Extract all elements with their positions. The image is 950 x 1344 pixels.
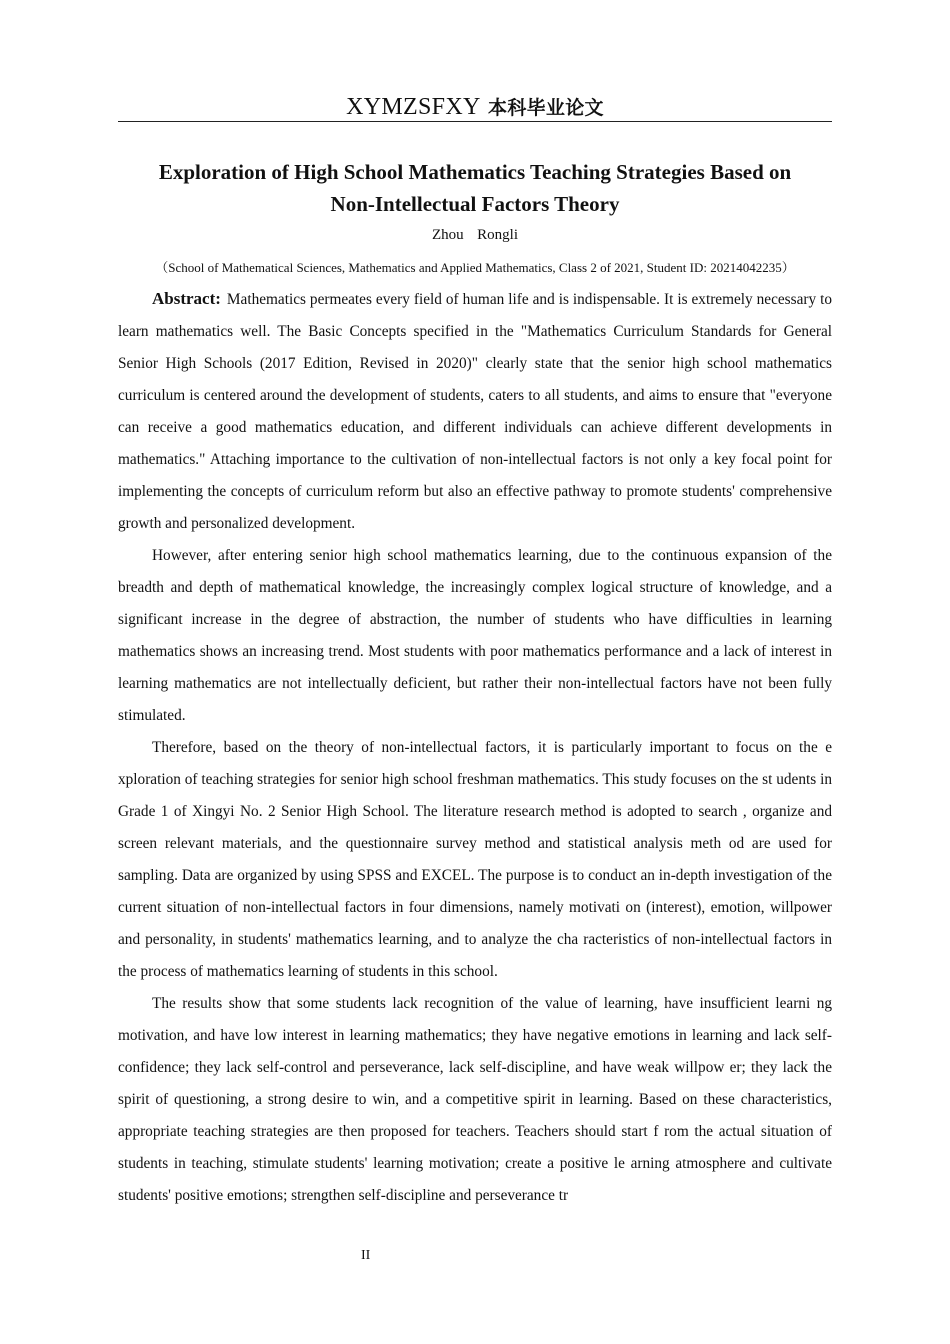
abstract-paragraph-3: Therefore, based on the theory of non-intellectual factors, it is particularly important to focus on the e xploration of teaching strategies for senior high school freshman mathematics. This study focuses on the st udents in Grade 1 of Xingyi No. 2 Senior High School. The literature research method is adopted to search , organize and screen relevant materials, and the questionnaire survey method and statistical analysis meth od are used for sampling. Data are organized by using SPSS and EXCEL. The purpose is to conduct an in-depth investigation of the current situation of non-intellectual factors in four dimensions, namely motivati on (interest), emotion, willpower and personality, in students' mathematics learning, and to analyze the cha racteristics of non-intellectual factors in the process of mathematics learning of students in this school. bbox=[118, 739, 832, 980]
abstract-paragraph-1 bbox=[118, 283, 832, 540]
author-affiliation: （School of Mathematical Sciences, Mathematics and Applied Mathematics, Class 2 of 2021, Student ID: 20214042235） bbox=[155, 260, 795, 275]
header-rule bbox=[118, 121, 832, 122]
abstract-paragraph-1-text: Mathematics permeates every field of human life and is indispensable. It is extremely necessary to learn mathematics well. The Basic Concepts specified in the "Mathematics Curriculum Standards for General Senior High Schools (2017 Edition, Revised in 2020)" clearly state that the senior high school mathematics curriculum is centered around the development of students, caters to all students, and aims to ensure that "everyone can receive a good mathematics education, and different individuals can achieve different developments in mathematics." Attaching importance to the cultivation of non-intellectual factors is not only a key focal point for implementing the concepts of curriculum reform but also an effective pathway to promote students' comprehensive growth and personalized development. bbox=[118, 291, 832, 532]
abstract-paragraph-4: The results show that some students lack recognition of the value of learning, have insufficient learni ng motivation, and have low interest in learning mathematics; they have negative emotions in learning and lack self-confidence; they lack self-control and perseverance, lack self-discipline, and have weak willpow er; they lack the spirit of questioning, a strong desire to win, and a competitive spirit in learning. Based on these characteristics, appropriate teaching strategies are then proposed for teachers. Teachers should start f rom the actual situation of students in teaching, stimulate students' learning motivation; create a positive le arning atmosphere and cultivate students' positive emotions; strengthen self-discipline and perseverance tr bbox=[118, 995, 832, 1204]
abstract-label: Abstract: bbox=[152, 289, 221, 308]
paper-title-line-1: Exploration of High School Mathematics Teaching Strategies Based on bbox=[158, 160, 792, 184]
abstract-paragraph-2: However, after entering senior high school mathematics learning, due to the continuous expansion of the breadth and depth of mathematical knowledge, the increasingly complex logical structure of knowledge, and a significant increase in the degree of abstraction, the number of students who have difficulties in learning mathematics shows an increasing trend. Most students with poor mathematics performance and a lack of interest in learning mathematics are not intellectually deficient, but rather their non-intellectual factors have not been fully stimulated. bbox=[118, 547, 832, 724]
header-title-latin: XYMZSFXY bbox=[346, 94, 480, 120]
abstract-body bbox=[118, 283, 832, 1212]
page-number: II bbox=[361, 1248, 371, 1263]
author-name: Zhou Rongli bbox=[431, 227, 518, 243]
running-header bbox=[118, 92, 832, 123]
paper-title-line-2: Non-Intellectual Factors Theory bbox=[330, 192, 620, 216]
header-title-chinese: 本科毕业论文 bbox=[488, 97, 604, 119]
paper-title bbox=[118, 156, 832, 220]
